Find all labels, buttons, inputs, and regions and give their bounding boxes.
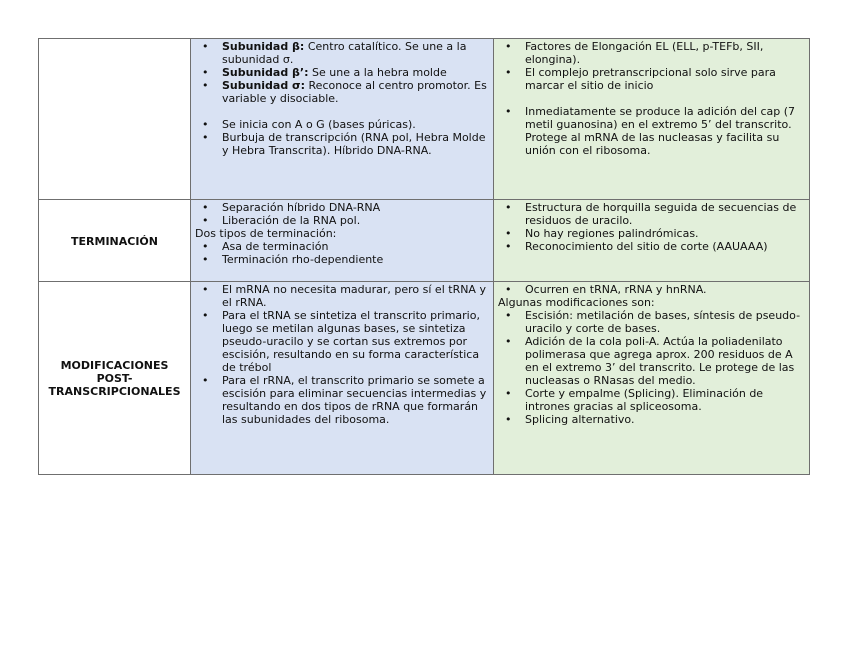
list-item: • Corte y empalme (Splicing). Eliminación de intrones gracias al spliceosoma. [525,387,805,413]
list-item: • Inmediatamente se produce la adición del cap (7 metil guanosina) en el extremo 5’ del transcrito. Protege al mRNA de las nucleasas y facilita su unión con el ribosoma. [525,105,805,157]
list-item: • Escisión: metilación de bases, síntesis de pseudo-uracilo y corte de bases. [525,309,805,335]
list-item: • Splicing alternativo. [525,413,805,426]
list-item: • No hay regiones palindrómicas. [525,227,805,240]
list [195,40,489,105]
table-row-modificaciones [39,282,810,475]
list-item: • Burbuja de transcripción (RNA pol, Hebra Molde y Hebra Transcrita). Híbrido DNA-RNA. [222,131,489,157]
list [498,283,805,296]
row-label: TERMINACIÓN [39,200,191,282]
list-item: • Adición de la cola poli-A. Actúa la poliadenilato polimerasa que agrega aprox. 200 residuos de A en el extremo 3’ del transcrito. Le protege de las nucleasas o RNasas del medio. [525,335,805,387]
table-row-terminacion [39,200,810,282]
transcription-table [38,38,810,475]
list-item: • Se inicia con A o G (bases púricas). [222,118,489,131]
list [498,201,805,253]
list-item: • Reconocimiento del sitio de corte (AAUAAA) [525,240,805,253]
list-item: • Separación híbrido DNA-RNA [222,201,489,214]
row-label [39,39,191,200]
list [195,201,489,227]
cell-eukaryote [494,200,810,282]
paragraph: Algunas modificaciones son: [498,296,655,309]
list-item: • El mRNA no necesita madurar, pero sí el tRNA y el rRNA. [222,283,489,309]
list-item: • Subunidad β’: Se une a la hebra molde [222,66,489,79]
cell-prokaryote [191,200,494,282]
cell-eukaryote [494,282,810,475]
cell-prokaryote [191,282,494,475]
list-item: • Asa de terminación [222,240,489,253]
list-item: • Para el tRNA se sintetiza el transcrito primario, luego se metilan algunas bases, se sintetiza pseudo-uracilo y se cortan sus extremos por escisión, resultando en su forma característica de trébol [222,309,489,374]
list-item: • Factores de Elongación EL (ELL, p-TEFb, SII, elongina). [525,40,805,66]
list-item: • Subunidad β: Centro catalítico. Se une a la subunidad σ. [222,40,489,66]
cell-eukaryote [494,39,810,200]
list-item: • Para el rRNA, el transcrito primario se somete a escisión para eliminar secuencias intermedias y resultando en dos tipos de rRNA que formarán las subunidades del ribosoma. [222,374,489,426]
cell-prokaryote [191,39,494,200]
list [498,105,805,157]
row-label: MODIFICACIONES POST-TRANSCRIPCIONALES [39,282,191,475]
list-item: • El complejo pretranscripcional solo sirve para marcar el sitio de inicio [525,66,805,92]
paragraph: Dos tipos de terminación: [195,227,337,240]
table-row-initiation [39,39,810,200]
list-item: • Estructura de horquilla seguida de secuencias de residuos de uracilo. [525,201,805,227]
list-item: • Subunidad σ: Reconoce al centro promotor. Es variable y disociable. [222,79,489,105]
list [498,309,805,426]
list [195,240,489,266]
list [195,283,489,426]
list-item: • Terminación rho-dependiente [222,253,489,266]
list-item: • Liberación de la RNA pol. [222,214,489,227]
list [498,40,805,92]
list-item: • Ocurren en tRNA, rRNA y hnRNA. [525,283,805,296]
list [195,118,489,157]
